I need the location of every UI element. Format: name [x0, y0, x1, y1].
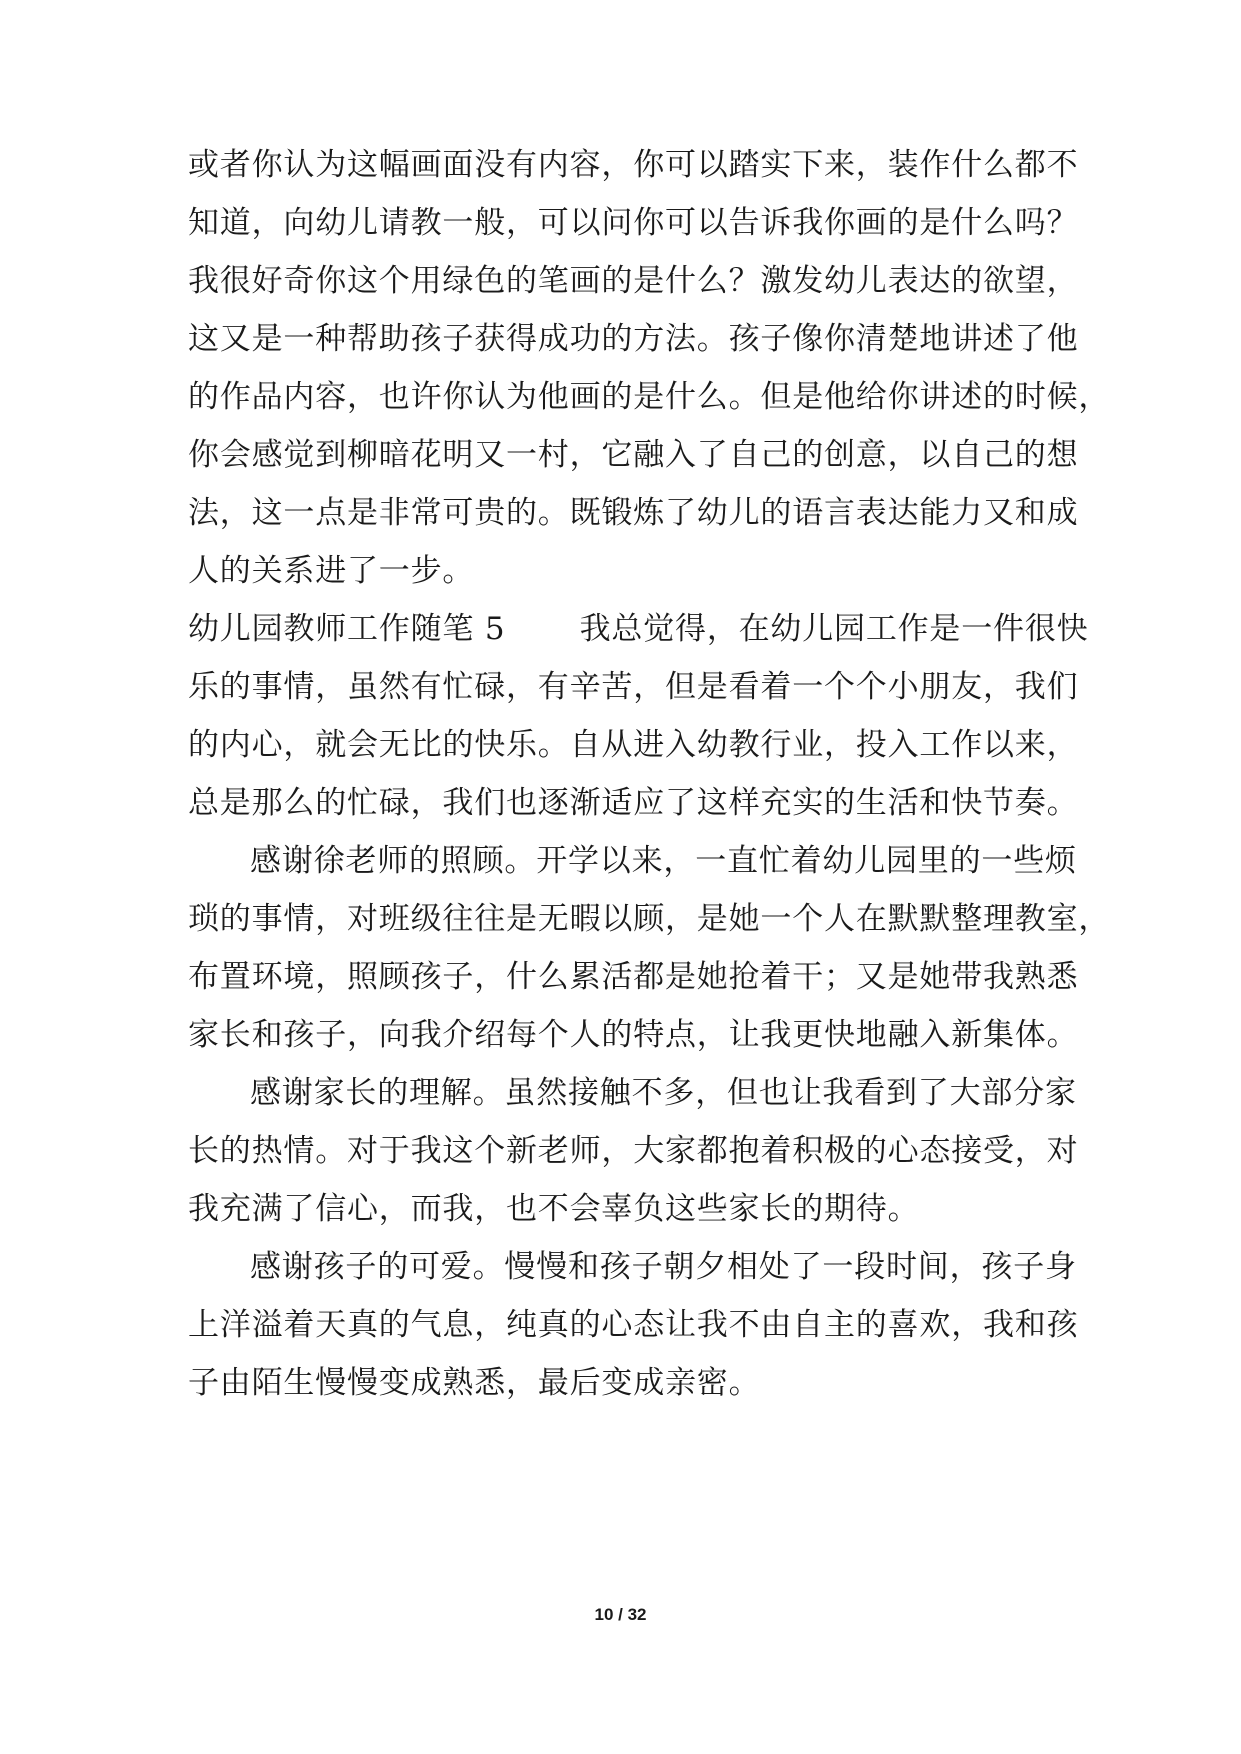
- text-line: 我很好奇你这个用绿色的笔画的是什么？激发幼儿表达的欲望，: [188, 263, 1079, 299]
- text-line: 的作品内容，也许你认为他画的是什么。但是他给你讲述的时候，: [188, 379, 1111, 415]
- text-line: 我充满了信心，而我，也不会辜负这些家长的期待。: [188, 1191, 920, 1227]
- paragraph-start-line: 感谢孩子的可爱。慢慢和孩子朝夕相处了一段时间，孩子身: [250, 1249, 1077, 1285]
- text-line: 的内心，就会无比的快乐。自从进入幼教行业，投入工作以来，: [188, 727, 1079, 763]
- paragraph-start-line: 感谢家长的理解。虽然接触不多，但也让我看到了大部分家: [250, 1075, 1077, 1111]
- section-heading-line: 幼儿园教师工作随笔 5 我总觉得，在幼儿园工作是一件很快: [188, 611, 1089, 647]
- paragraph-start-line: 感谢徐老师的照顾。开学以来，一直忙着幼儿园里的一些烦: [250, 843, 1077, 879]
- text-line: 知道，向幼儿请教一般，可以问你可以告诉我你画的是什么吗？: [188, 205, 1079, 241]
- text-line: 家长和孩子，向我介绍每个人的特点，让我更快地融入新集体。: [188, 1017, 1079, 1053]
- page-number: 10 / 32: [594, 1605, 647, 1624]
- text-line: 法，这一点是非常可贵的。既锻炼了幼儿的语言表达能力又和成: [188, 495, 1079, 531]
- text-line: 琐的事情，对班级往往是无暇以顾，是她一个人在默默整理教室，: [188, 901, 1111, 937]
- text-line: 人的关系进了一步。: [188, 553, 475, 589]
- text-line: 或者你认为这幅画面没有内容，你可以踏实下来，装作什么都不: [188, 147, 1079, 183]
- text-line: 乐的事情，虽然有忙碌，有辛苦，但是看着一个个小朋友，我们: [188, 669, 1079, 705]
- text-line: 总是那么的忙碌，我们也逐渐适应了这样充实的生活和快节奏。: [188, 785, 1079, 821]
- text-line: 布置环境，照顾孩子，什么累活都是她抢着干；又是她带我熟悉: [188, 959, 1079, 995]
- text-line: 你会感觉到柳暗花明又一村，它融入了自己的创意，以自己的想: [188, 437, 1079, 473]
- text-line: 长的热情。对于我这个新老师，大家都抱着积极的心态接受，对: [188, 1133, 1079, 1169]
- text-line: 上洋溢着天真的气息，纯真的心态让我不由自主的喜欢，我和孩: [188, 1307, 1079, 1343]
- text-line: 这又是一种帮助孩子获得成功的方法。孩子像你清楚地讲述了他: [188, 321, 1079, 357]
- text-line: 子由陌生慢慢变成熟悉，最后变成亲密。: [188, 1365, 761, 1401]
